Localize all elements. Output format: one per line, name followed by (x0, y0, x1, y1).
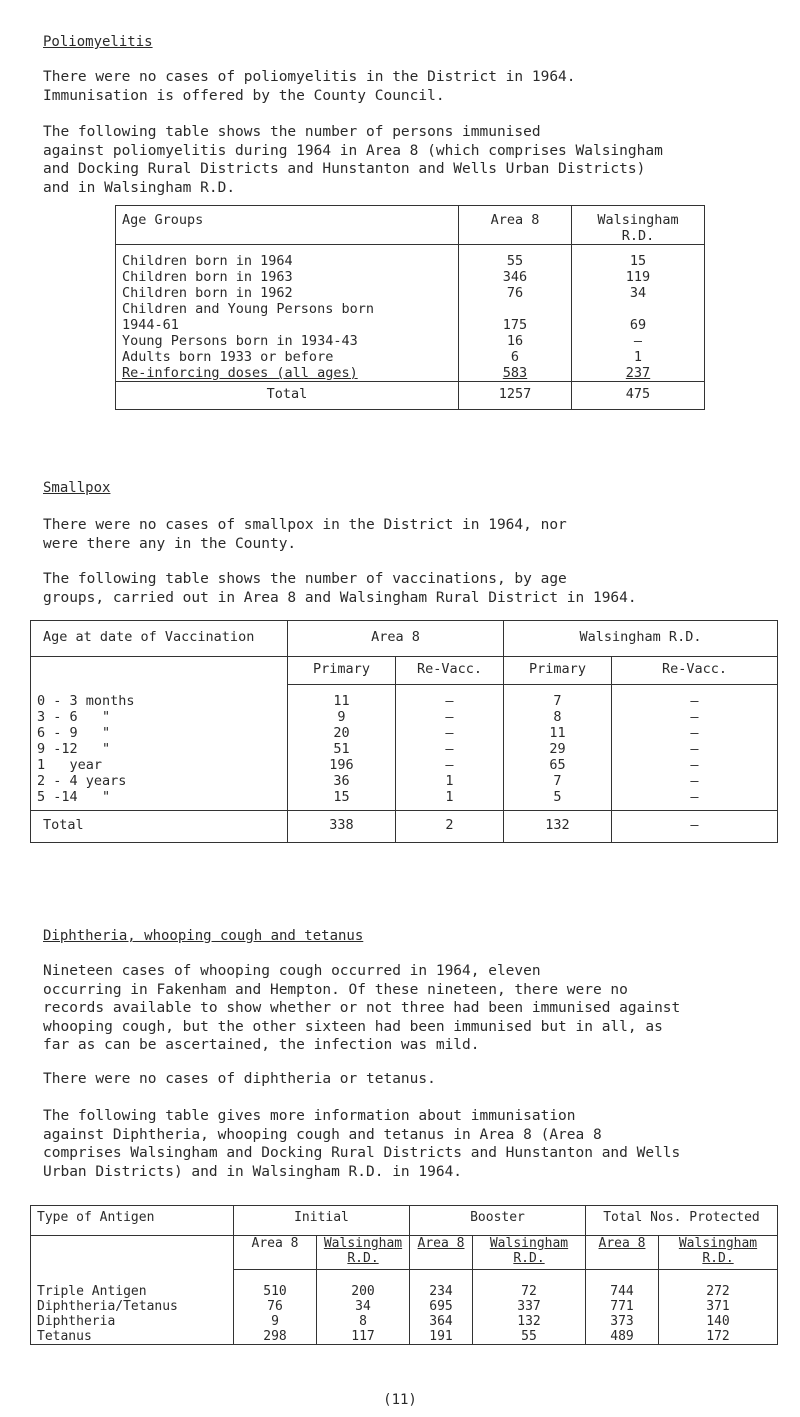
no-cases-paragraph: There were no cases of diphtheria or tetanus. (43, 1071, 436, 1087)
col-header-area-8: Area 8 (234, 1236, 317, 1270)
col-header-revacc: Re-Vacc. (396, 657, 504, 685)
table-row: 5 -14 " 15 1 5 – (31, 789, 778, 805)
table-total-row: Total 1257 475 (116, 381, 705, 409)
page-number: (11) (383, 1392, 417, 1408)
col-header-walsingham: Walsingham R.D. (659, 1236, 778, 1270)
whooping-cough-paragraph: Nineteen cases of whooping cough occurred in 1964, eleven occurring in Fakenham and Hempton. Of these nineteen, there were no records available to show whether or not three had been immunised against whooping cough, but the other sixteen had been immunised but in all, as far as can be ascertained, the infection was mild. (43, 963, 681, 1053)
table-row: Triple Antigen 510 200 234 72 744 272 (31, 1284, 778, 1299)
table-row: Tetanus 298 117 191 55 489 172 (31, 1329, 778, 1345)
col-header-area-8: Area 8 (586, 1236, 659, 1270)
col-header-area-8: Area 8 (459, 206, 572, 245)
col-header-walsingham: Walsingham R.D. (317, 1236, 410, 1270)
diphtheria-table-intro: The following table gives more information about immunisation against Diphtheria, whooping cough and tetanus in Area 8 (Area 8 comprises Walsingham and Docking Rural Districts and Hunstanton and Wells Urban Districts) and in Walsingham R.D. in 1964. (43, 1108, 681, 1180)
col-header-primary: Primary (288, 657, 396, 685)
col-header-booster: Booster (410, 1206, 586, 1236)
col-header-age-groups: Age Groups (116, 206, 459, 245)
table-row: 0 - 3 months 11 – 7 – (31, 693, 778, 709)
table-row: Diphtheria 9 8 364 132 373 140 (31, 1314, 778, 1329)
col-header-walsingham: Walsingham R.D. (572, 206, 705, 245)
col-header-revacc: Re-Vacc. (612, 657, 778, 685)
table-row: 2 - 4 years 36 1 7 – (31, 773, 778, 789)
polio-intro: There were no cases of poliomyelitis in the District in 1964. Immunisation is offered by the County Council. (43, 69, 576, 104)
col-header-age: Age at date of Vaccination (31, 621, 288, 657)
polio-table (115, 205, 705, 410)
col-header-antigen: Type of Antigen (31, 1206, 234, 1236)
table-row: Children and Young Persons born 1944-61 175 69 (116, 301, 705, 333)
antigen-table (30, 1205, 778, 1345)
diphtheria-heading: Diphtheria, whooping cough and tetanus (43, 928, 364, 944)
table-row: Young Persons born in 1934-43 16 – (116, 333, 705, 349)
polio-table-intro: The following table shows the number of persons immunised against poliomyelitis during 1964 in Area 8 (which comprises Walsingham and Docking Rural Districts and Hunstanton and Wells Urban Districts) and in Walsingham R.D. (43, 124, 663, 196)
table-row: 3 - 6 " 9 – 8 – (31, 709, 778, 725)
col-header-total-protected: Total Nos. Protected (586, 1206, 778, 1236)
smallpox-table (30, 620, 778, 843)
table-row: 1 year 196 – 65 – (31, 757, 778, 773)
table-row: 6 - 9 " 20 – 11 – (31, 725, 778, 741)
table-total-row: Total 338 2 132 – (31, 811, 778, 843)
col-header-walsingham: Walsingham R.D. (473, 1236, 586, 1270)
col-header-initial: Initial (234, 1206, 410, 1236)
table-row: Children born in 1964 55 15 (116, 253, 705, 269)
table-row: 9 -12 " 51 – 29 – (31, 741, 778, 757)
col-header-primary: Primary (504, 657, 612, 685)
polio-heading: Poliomyelitis (43, 34, 153, 50)
smallpox-intro: There were no cases of smallpox in the District in 1964, nor were there any in the County. (43, 517, 567, 552)
smallpox-heading: Smallpox (43, 480, 111, 496)
col-header-area-8: Area 8 (410, 1236, 473, 1270)
table-row: Diphtheria/Tetanus 76 34 695 337 771 371 (31, 1299, 778, 1314)
col-header-area-8: Area 8 (288, 621, 504, 657)
table-row: Children born in 1962 76 34 (116, 285, 705, 301)
table-row: Re-inforcing doses (all ages) 583 237 (116, 365, 705, 382)
table-row: Adults born 1933 or before 6 1 (116, 349, 705, 365)
table-row: Children born in 1963 346 119 (116, 269, 705, 285)
smallpox-table-intro: The following table shows the number of vaccinations, by age groups, carried out in Area 8 and Walsingham Rural District in 1964. (43, 571, 637, 606)
col-header-walsingham: Walsingham R.D. (504, 621, 778, 657)
